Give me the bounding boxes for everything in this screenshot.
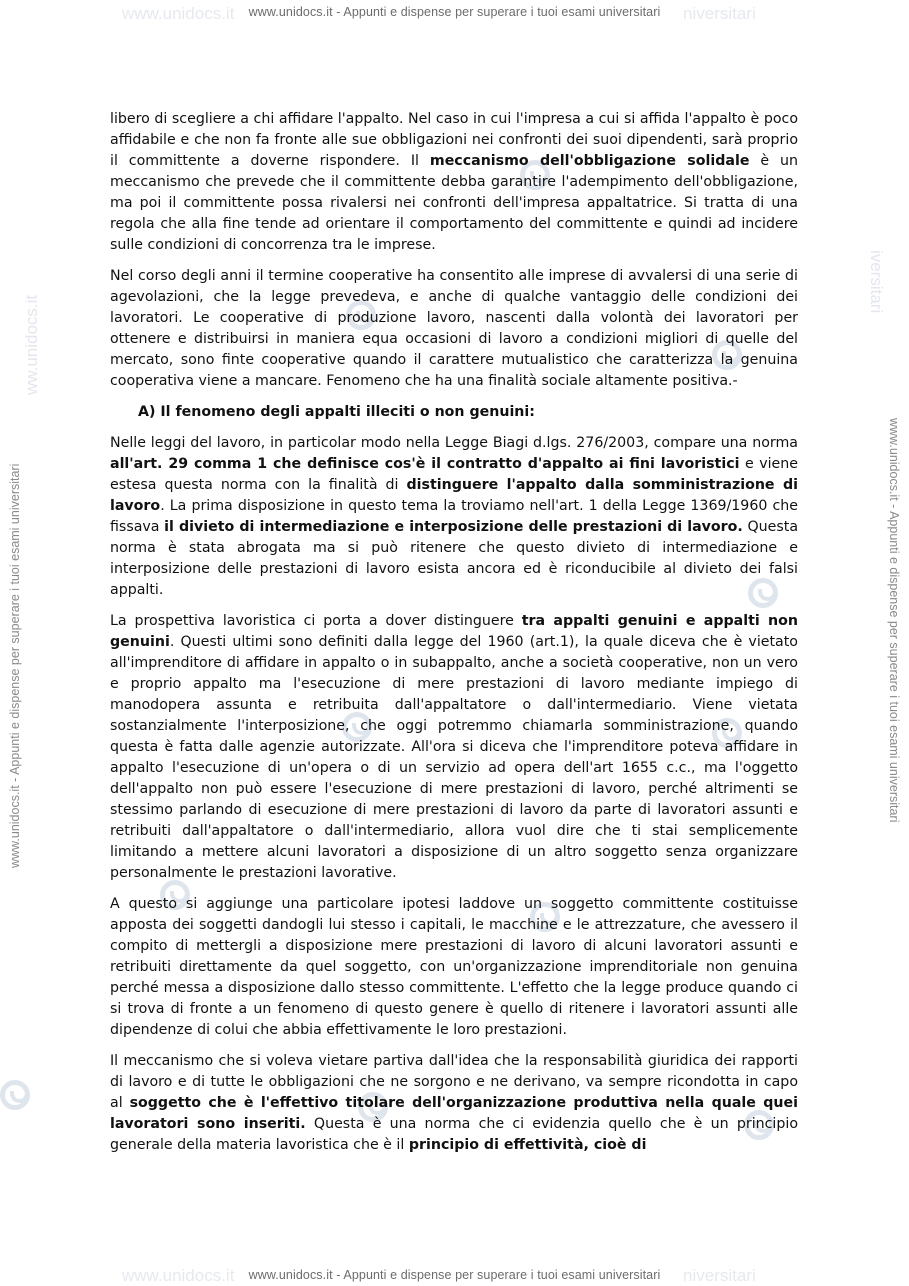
watermark-ghost-top-left: www.unidocs.it — [122, 4, 235, 23]
watermark-side-right: www.unidocs.it - Appunti e dispense per superare i tuoi esami universitari — [887, 418, 901, 823]
watermark-footer: www.unidocs.it - Appunti e dispense per superare i tuoi esami universitari — [248, 1268, 661, 1282]
watermark-ghost-side-left: ww.unidocs.it — [22, 294, 41, 395]
paragraph-4: La prospettiva lavoristica ci porta a dover distinguere tra appalti genuini e appalti non genuini. Questi ultimi sono definiti dalla legge del 1960 (art.1), la quale diceva che è vietato all'imprenditore di affidare in appalto o in subappalto, anche a società cooperative, non un vero e proprio appalto ma l'esecuzione di mere prestazioni di lavoro mediante impiego di manodopera assunta e retribuita dall'appaltatore o dall'intermediario. Viene vietata sostanzialmente l'interposizione, che oggi potremmo chiamarla somministrazione, quando questa è fatta dalle agenzie autorizzate. All'ora si diceva che l'imprenditore poteva affidare in appalto l'esecuzione di un'opera o di un servizio ad opera dell'art 1655 c.c., ma l'oggetto dell'appalto non può essere l'esecuzione di mere prestazioni di lavoro, perché altrimenti se stessimo parlando di esecuzione di mere prestazioni di lavoro da parte di lavoratori assunti e retribuiti dall'appaltatore o dall'intermediario, allora vuol dire che ti stai semplicemente limitando a mettere alcuni lavoratori a disposizione di un altro soggetto senza organizzare personalmente le prestazioni lavorative. — [110, 613, 799, 881]
paragraph-5: A questo si aggiunge una particolare ipotesi laddove un soggetto committente costituisse apposta dei soggetti dandogli lui stesso i capitali, le macchine e le attrezzature, che avessero il compito di mettergli a disposizione mere prestazioni di lavoro di alcuni lavoratori assunti e retribuiti direttamente da quel soggetto, con un'organizzazione imprenditoriale non genuina perché messa a disposizione dallo stesso committente. L'effetto che la legge produce quando ci si trova di fronte a un fenomeno di questo genere è quello di ritenere i lavoratori assunti alle dipendenze di colui che abbia effettivamente le loro prestazioni. — [110, 896, 798, 1038]
paragraph-6: Il meccanismo che si voleva vietare partiva dall'idea che la responsabilità giuridica dei rapporti di lavoro e di tutte le obbligazioni che ne sorgono e ne derivano, va sempre ricondotta in capo al soggetto che è l'effettivo titolare dell'organizzazione produttiva nella quale quei lavoratori sono inseriti. Questa è una norma che ci evidenzia quello che è un principio generale della materia lavoristica che è il principio di effettività, cioè di — [110, 1053, 798, 1153]
watermark-header: www.unidocs.it - Appunti e dispense per superare i tuoi esami universitari — [248, 5, 661, 19]
watermark-ghost-top-right: niversitari — [683, 4, 756, 23]
bold-phrase: soggetto che è l'effettivo titolare dell'organizzazione produttiva nella quale quei lavoratori sono inseriti. — [110, 1095, 798, 1132]
watermark-side-left: www.unidocs.it - Appunti e dispense per superare i tuoi esami universitari — [8, 463, 22, 868]
watermark-ghost-side-right: iversitari — [867, 250, 886, 314]
section-heading: A) Il fenomeno degli appalti illeciti o non genuini: — [138, 404, 535, 420]
bold-phrase: all'art. 29 comma 1 che definisce cos'è il contratto d'appalto ai fini lavoristici — [110, 456, 740, 472]
bold-phrase: principio di effettività, cioè di — [408, 1137, 647, 1153]
bold-phrase: meccanismo dell'obbligazione solidale — [429, 153, 750, 169]
watermark-ghost-bottom-left: www.unidocs.it — [122, 1266, 235, 1285]
document-body — [110, 109, 798, 1166]
bold-phrase: il divieto di intermediazione e interposizione delle prestazioni di lavoro. — [164, 519, 743, 535]
bold-phrase: distinguere l'appalto dalla somministrazione di lavoro — [110, 477, 798, 514]
paragraph-1: libero di scegliere a chi affidare l'appalto. Nel caso in cui l'impresa a cui si affida l'appalto è poco affidabile e che non fa fronte alle sue obbligazioni nei confronti dei suoi dipendenti, sarà proprio il committente a doverne rispondere. Il meccanismo dell'obbligazione solidale è un meccanismo che prevede che il committente debba garantire l'adempimento dell'obbligazione, ma poi il committente possa rivalersi nei confronti dell'impresa appaltatrice. Si tratta di una regola che alla fine tende ad orientare il comportamento del committente e quindi ad incidere sulle condizioni di concorrenza tra le imprese. — [110, 111, 798, 253]
unidocs-logo-icon — [0, 1080, 30, 1110]
watermark-ghost-bottom-right: niversitari — [683, 1266, 756, 1285]
bold-phrase: tra appalti genuini e appalti non genuini — [110, 613, 799, 650]
paragraph-3: Nelle leggi del lavoro, in particolar modo nella Legge Biagi d.lgs. 276/2003, compare una norma all'art. 29 comma 1 che definisce cos'è il contratto d'appalto ai fini lavoristici e viene estesa questa norma con la finalità di distinguere l'appalto dalla somministrazione di lavoro. La prima disposizione in questo tema la troviamo nell'art. 1 della Legge 1369/1960 che fissava il divieto di intermediazione e interposizione delle prestazioni di lavoro. Questa norma è stata abrogata ma si può ritenere che questo divieto di intermediazione e interposizione delle prestazioni di lavoro esista ancora ed è riconducibile al divieto dei falsi appalti. — [110, 435, 799, 598]
paragraph-2: Nel corso degli anni il termine cooperative ha consentito alle imprese di avvalersi di una serie di agevolazioni, che la legge prevedeva, e anche di qualche vantaggio delle condizioni dei lavoratori. Le cooperative di produzione lavoro, nascenti dalla volontà dei lavoratori per ottenere e distribuirsi in maniera equa occasioni di lavoro a condizioni migliori di quelle del mercato, sono finte cooperative quando il carattere mutualistico che caratterizza la genuina cooperativa viene a mancare. Fenomeno che ha una finalità sociale altamente positiva.- — [110, 268, 798, 389]
